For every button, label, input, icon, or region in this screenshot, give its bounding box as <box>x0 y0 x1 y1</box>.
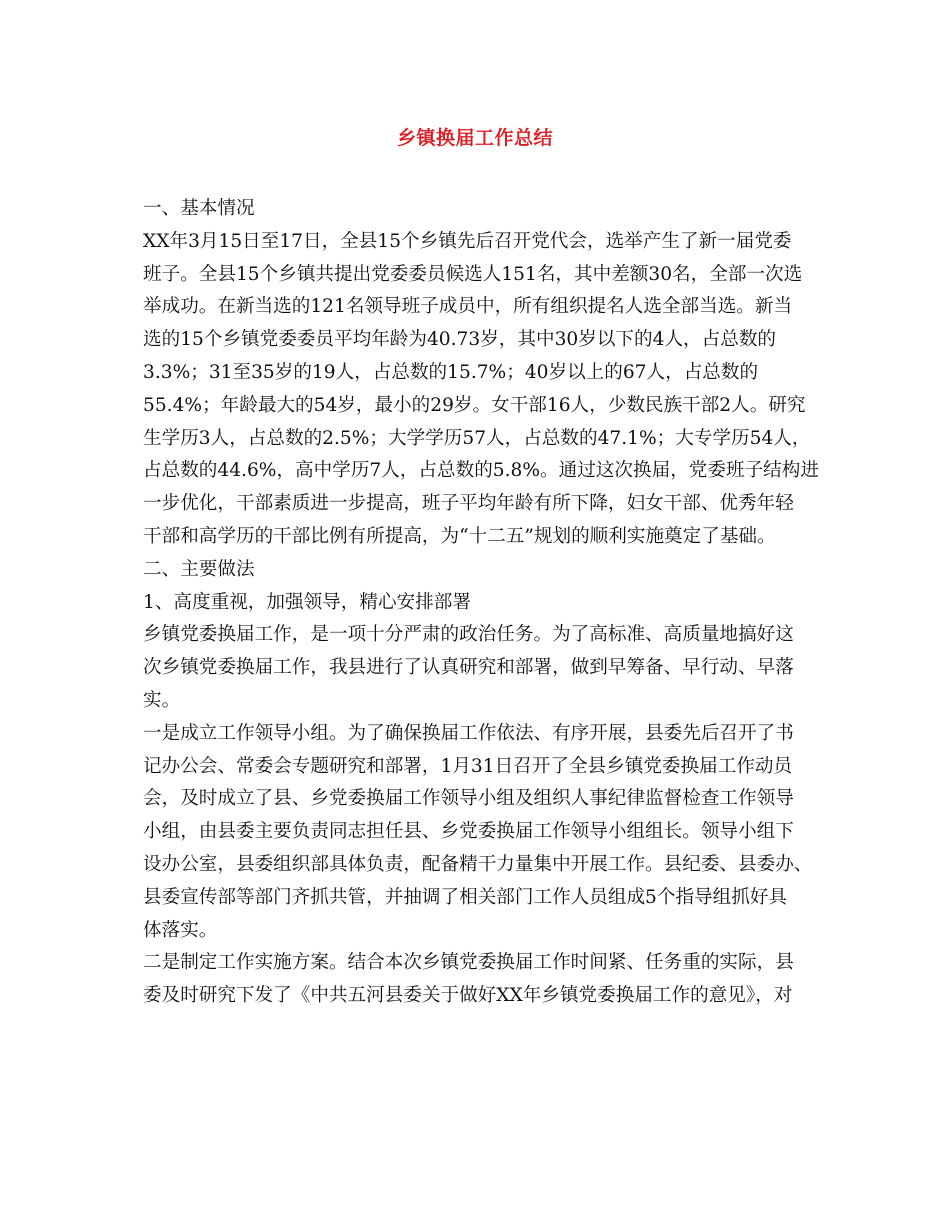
body-text-line: 3.3%；31至35岁的19人，占总数的15.7%；40岁以上的67人，占总数的 <box>143 361 759 383</box>
body-text-line: 一是成立工作领导小组。为了确保换届工作依法、有序开展，县委先后召开了书 <box>143 722 794 744</box>
body-text-line: 乡镇党委换届工作，是一项十分严肃的政治任务。为了高标准、高质量地搞好这 <box>143 624 794 646</box>
body-text-line: 55.4%；年龄最大的54岁，最小的29岁。女干部16人，少数民族干部2人。研究 <box>143 394 806 416</box>
body-text-line: 干部和高学历的干部比例有所提高，为“十二五”规划的顺利实施奠定了基础。 <box>143 525 776 547</box>
body-text-line: 生学历3人，占总数的2.5%；大学学历57人，占总数的47.1%；大专学历54人， <box>143 427 811 449</box>
body-text-line: 二、主要做法 <box>143 558 255 580</box>
body-text-line: 二是制定工作实施方案。结合本次乡镇党委换届工作时间紧、任务重的实际，县 <box>143 952 794 974</box>
body-text-line: 次乡镇党委换届工作，我县进行了认真研究和部署，做到早筹备、早行动、早落 <box>143 657 794 679</box>
body-text-line: 小组，由县委主要负责同志担任县、乡党委换届工作领导小组组长。领导小组下 <box>143 821 794 843</box>
body-text-line: 1、高度重视，加强领导，精心安排部署 <box>143 591 471 613</box>
body-text-line: 记办公会、常委会专题研究和部署，1月31日召开了全县乡镇党委换届工作动员 <box>143 755 793 777</box>
body-text-line: 班子。全县15个乡镇共提出党委委员候选人151名，其中差额30名，全部一次选 <box>143 263 803 285</box>
body-text-line: XX年3月15日至17日，全县15个乡镇先后召开党代会，选举产生了新一届党委 <box>143 230 792 252</box>
body-text-line: 选的15个乡镇党委委员平均年龄为40.73岁，其中30岁以下的4人，占总数的 <box>143 329 777 351</box>
body-text-line: 举成功。在新当选的121名领导班子成员中，所有组织提名人选全部当选。新当 <box>143 296 793 318</box>
body-text-line: 县委宣传部等部门齐抓共管，并抽调了相关部门工作人员组成5个指导组抓好具 <box>143 886 788 908</box>
body-text-line: 一步优化，干部素质进一步提高，班子平均年龄有所下降，妇女干部、优秀年轻 <box>143 493 794 515</box>
body-text-line: 体落实。 <box>143 919 218 941</box>
body-text-line: 实。 <box>143 689 181 711</box>
document-body <box>143 193 819 1013</box>
body-text-line: 占总数的44.6%，高中学历7人，占总数的5.8%。通过这次换届，党委班子结构进 <box>143 460 819 482</box>
document-title: 乡镇换届工作总结 <box>396 127 553 149</box>
body-text-line: 委及时研究下发了《中共五河县委关于做好XX年乡镇党委换届工作的意见》，对 <box>143 985 793 1007</box>
body-text-line: 会，及时成立了县、乡党委换届工作领导小组及组织人事纪律监督检查工作领导 <box>143 788 794 810</box>
body-text-line: 设办公室，县委组织部具体负责，配备精干力量集中开展工作。县纪委、县委办、 <box>143 853 813 875</box>
body-text-line: 一、基本情况 <box>143 198 255 219</box>
